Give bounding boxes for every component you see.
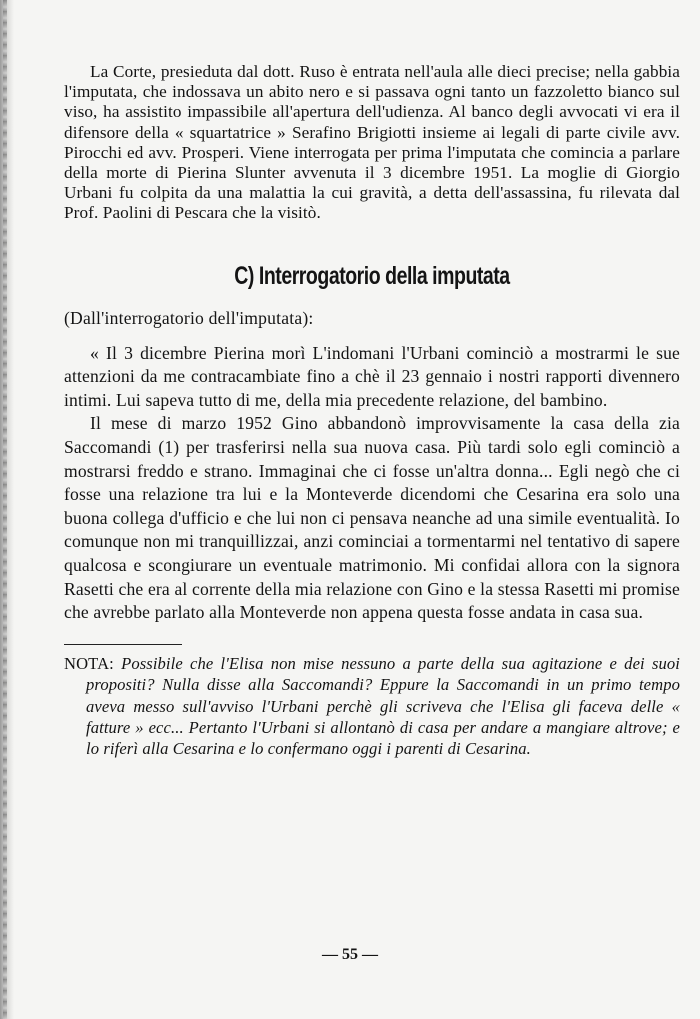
testimony-paragraph-1: « Il 3 dicembre Pierina morì L'indomani l'Urbani cominciò a mostrarmi le sue attenzioni da me contracambiate fino a chè il 23 gennaio i nostri rapporti divennero intimi. Lui sapeva tutto di me, della mia precedente relazione, del bambino. bbox=[64, 342, 680, 410]
section-title: C) Interrogatorio della imputata bbox=[234, 261, 510, 290]
footnote-text: Possibile che l'Elisa non mise nessuno a parte della sua agitazione e dei suoi propositi? Nulla disse alla Saccomandi? Eppure la Saccomandi in un primo tempo aveva messo sull'avviso l'Urbani perchè gli scriveva che l'Elisa gli faceva delle « fatture » ecc... Pertanto l'Urbani si allontanò di casa per andare a mangiare altrove; e lo riferì alla Cesarina e lo confermano oggi i parenti di Cesarina. bbox=[86, 653, 681, 759]
interrogation-subheading: (Dall'interrogatorio dell'imputata): bbox=[64, 307, 314, 328]
page-content bbox=[64, 62, 680, 760]
footnote bbox=[64, 653, 680, 760]
intro-paragraph: La Corte, presieduta dal dott. Ruso è entrata nell'aula alle dieci precise; nella gabbia l'imputata, che indossava un abito nero e si passava ogni tanto un fazzoletto bianco sul viso, ha assistito impassibile all'apertura dell'udienza. Al banco degli avvocati vi era il difensore della « squartatrice » Serafino Brigiotti insieme ai legali di parte civile avv. Pirocchi ed avv. Prosperi. Viene interrogata per prima l'imputata che comincia a parlare della morte di Pierina Slunter avvenuta il 3 dicembre 1951. La moglie di Giorgio Urbani fu colpita da una malattia la cui gravità, a detta dell'assassina, fu rilevata dal Prof. Paolini di Pescara che la visitò. bbox=[64, 62, 680, 223]
footnote-divider bbox=[64, 644, 182, 645]
page-number: — 55 — bbox=[322, 946, 378, 963]
page-binding-edge bbox=[0, 0, 14, 1019]
footnote-label: NOTA: bbox=[64, 653, 114, 673]
testimony-paragraph-2: Il mese di marzo 1952 Gino abbandonò improvvisamente la casa della zia Saccomandi (1) per trasferirsi nella sua nuova casa. Più tardi solo egli cominciò a mostrarsi freddo e strano. Immaginai che ci fosse un'altra donna... Egli negò che ci fosse una relazione tra lui e la Monteverde dicendomi che Cesarina era solo una buona collega d'ufficio e che lui non ci pensava neanche ad una simile eventualità. Io comunque non mi tranquillizzai, anzi cominciai a tormentarmi nel tentativo di sapere qualcosa e scongiurare un eventuale matrimonio. Mi confidai allora con la signora Rasetti che era al corrente della mia relazione con Gino e la stessa Rasetti mi promise che avrebbe parlato alla Monteverde non appena questa fosse andata in casa sua. bbox=[64, 413, 680, 623]
